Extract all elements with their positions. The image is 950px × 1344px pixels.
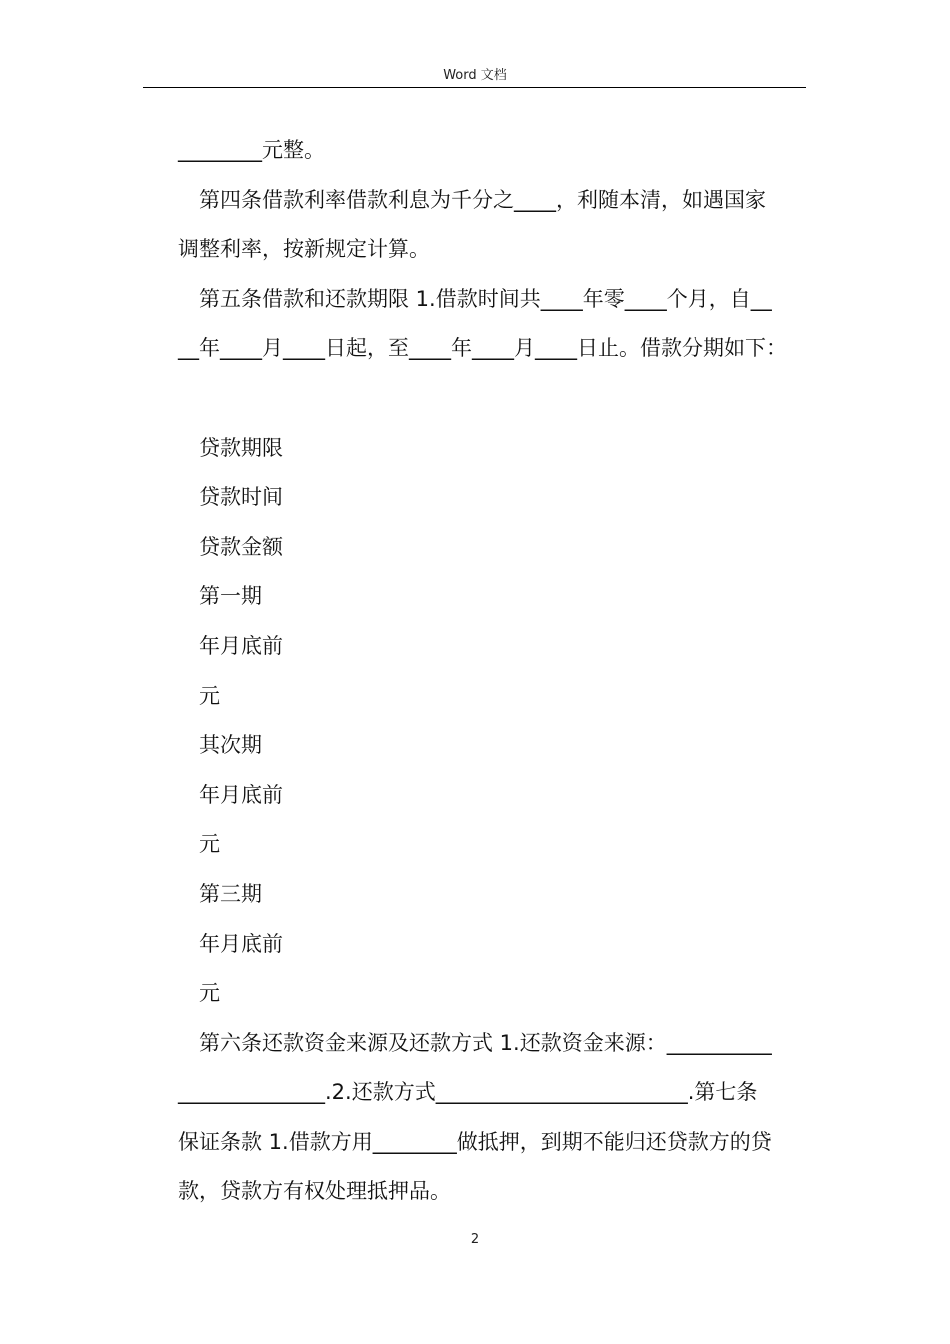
list-item: 贷款金额	[199, 534, 283, 559]
amount-line: ________元整。	[178, 138, 325, 162]
document-body	[178, 126, 806, 1217]
list-item: 年月底前	[199, 782, 283, 807]
list-item: 第一期	[199, 584, 262, 609]
list-item: 其次期	[199, 733, 262, 758]
list-item: 元	[199, 832, 220, 857]
page-number: 2	[470, 1232, 480, 1247]
list-item: 年月底前	[199, 931, 283, 956]
spacer	[178, 374, 806, 424]
list-item: 第三期	[199, 881, 262, 906]
list-item: 年月底前	[199, 633, 283, 658]
article-4-line-2: 调整利率，按新规定计算。	[178, 237, 430, 262]
page-header-title: Word 文档	[443, 68, 507, 83]
article-6-line-2: ______________.2.还款方式________________________.第七条	[178, 1080, 758, 1105]
article-7-line-1: 保证条款 1.借款方用________做抵押，到期不能归还贷款方的贷	[178, 1129, 772, 1154]
list-item: 元	[199, 683, 220, 708]
article-4-line-1: 第四条借款利率借款利息为千分之____，利随本清，如遇国家	[199, 187, 766, 212]
header-divider	[143, 87, 806, 88]
list-item: 贷款时间	[199, 485, 283, 510]
article-7-line-2: 款，贷款方有权处理抵押品。	[178, 1179, 451, 1204]
list-item: 元	[199, 981, 220, 1006]
article-5-line-2: __年____月____日起，至____年____月____日止。借款分期如下：	[178, 336, 787, 361]
article-5-line-1: 第五条借款和还款期限 1.借款时间共____年零____个月，自__	[199, 286, 772, 311]
list-item: 贷款期限	[199, 435, 283, 460]
article-6-line-1: 第六条还款资金来源及还款方式 1.还款资金来源：__________	[199, 1030, 772, 1055]
